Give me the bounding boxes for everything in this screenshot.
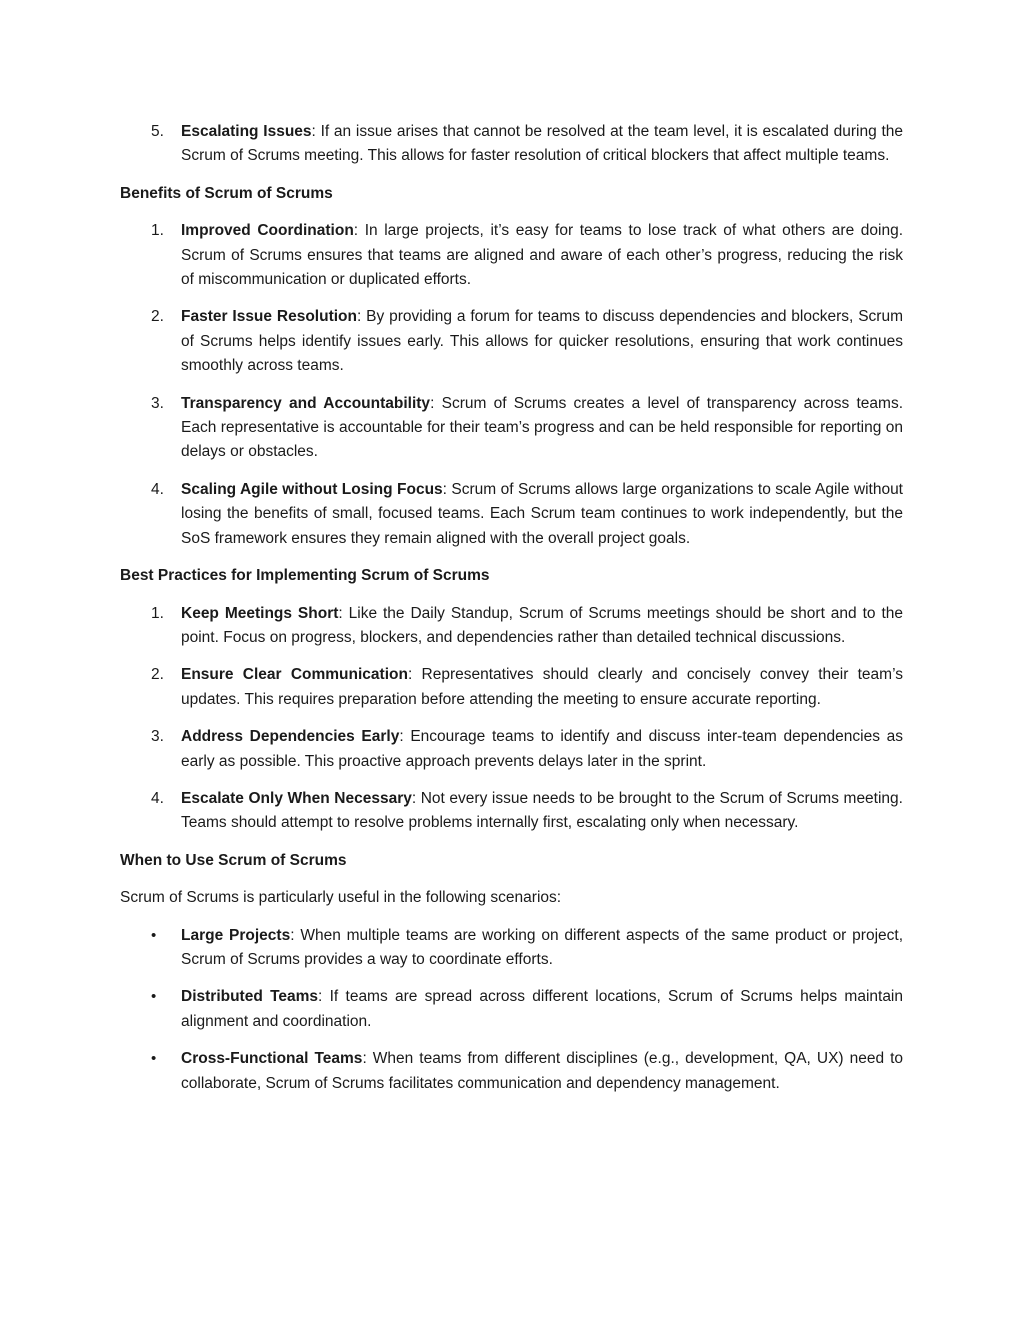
item-term: Escalating Issues bbox=[181, 123, 312, 140]
list-item bbox=[120, 219, 903, 292]
item-text: : Like the Daily Standup, Scrum of Scrums meetings should be short and to the point. Focus on progress, blockers, and dependencies rather than detailed technical discussions. bbox=[181, 604, 903, 646]
item-term: Large Projects bbox=[181, 926, 291, 944]
item-text: : Encourage teams to identify and discuss inter-team dependencies as early as possible. This proactive approach prevents delays later in the sprint. bbox=[181, 728, 904, 770]
list-item bbox=[120, 725, 903, 774]
item-text: : If an issue arises that cannot be resolved at the team level, it is escalated during the Scrum of Scrums meeting. This allows for faster resolution of critical blockers that affect multiple teams. bbox=[181, 123, 903, 165]
item-text: : Scrum of Scrums allows large organizations to scale Agile without losing the benefits of small, focused teams. Each Scrum team continues to work independently, but the SoS framework ensures they remain aligned with the overall project goals. bbox=[181, 480, 903, 547]
scenarios-list bbox=[120, 924, 903, 1096]
item-text: : By providing a forum for teams to discuss dependencies and blockers, Scrum of Scrums helps identify issues early. This allows for quicker resolutions, ensuring that work continues smoothly across teams. bbox=[181, 308, 903, 375]
item-text: : When teams from different disciplines (e.g., development, QA, UX) need to collaborate, Scrum of Scrums facilitates communication and dependency management. bbox=[181, 1050, 904, 1092]
list-item bbox=[120, 1047, 903, 1096]
escalation-list bbox=[120, 120, 903, 169]
list-number: 3. bbox=[151, 394, 164, 412]
list-item bbox=[120, 787, 903, 836]
list-item bbox=[120, 924, 903, 973]
section-heading-when: When to Use Scrum of Scrums bbox=[120, 851, 347, 869]
section-heading-practices: Best Practices for Implementing Scrum of Scrums bbox=[120, 567, 490, 585]
item-text: : In large projects, it’s easy for teams to lose track of what others are doing. Scrum of Scrums ensures that teams are aligned and aware of each other’s progress, reducing the risk of miscommunication or duplicated efforts. bbox=[181, 222, 904, 289]
item-term: Transparency and Accountability bbox=[181, 394, 431, 412]
item-term: Faster Issue Resolution bbox=[181, 308, 357, 326]
item-text: : Representatives should clearly and concisely convey their team’s updates. This requires preparation before attending the meeting to ensure accurate reporting. bbox=[181, 666, 903, 708]
bullet-icon: • bbox=[151, 1050, 157, 1068]
item-term: Keep Meetings Short bbox=[181, 604, 339, 622]
list-number: 4. bbox=[151, 480, 164, 498]
item-term: Address Dependencies Early bbox=[181, 728, 400, 746]
item-term: Scaling Agile without Losing Focus bbox=[181, 480, 443, 498]
intro-paragraph: Scrum of Scrums is particularly useful in the following scenarios: bbox=[120, 889, 562, 907]
item-term: Distributed Teams bbox=[181, 988, 319, 1006]
list-item bbox=[120, 602, 903, 651]
section-heading-benefits: Benefits of Scrum of Scrums bbox=[120, 184, 333, 202]
list-number: 5. bbox=[151, 123, 164, 140]
list-item bbox=[120, 663, 903, 712]
list-item bbox=[120, 985, 903, 1034]
list-number: 4. bbox=[151, 789, 164, 807]
list-number: 1. bbox=[151, 604, 164, 622]
list-item bbox=[120, 392, 903, 465]
item-term: Cross-Functional Teams bbox=[181, 1050, 363, 1068]
item-term: Escalate Only When Necessary bbox=[181, 789, 412, 807]
list-item bbox=[120, 305, 903, 378]
list-number: 1. bbox=[151, 222, 164, 240]
item-text: : If teams are spread across different locations, Scrum of Scrums helps maintain alignment and coordination. bbox=[181, 988, 903, 1030]
list-number: 2. bbox=[151, 666, 164, 684]
list-item bbox=[120, 478, 903, 551]
item-text: : When multiple teams are working on different aspects of the same product or project, Scrum of Scrums provides a way to coordinate efforts. bbox=[181, 926, 903, 968]
item-text: : Not every issue needs to be brought to the Scrum of Scrums meeting. Teams should attempt to resolve problems internally first, escalating only when necessary. bbox=[181, 789, 903, 832]
list-number: 3. bbox=[151, 728, 164, 746]
benefits-list bbox=[120, 219, 903, 551]
document-page bbox=[120, 120, 903, 1109]
bullet-icon: • bbox=[151, 988, 157, 1006]
list-number: 2. bbox=[151, 308, 164, 326]
bullet-icon: • bbox=[151, 926, 157, 944]
practices-list bbox=[120, 602, 903, 836]
list-item bbox=[120, 120, 903, 169]
item-term: Improved Coordination bbox=[181, 222, 354, 240]
item-term: Ensure Clear Communication bbox=[181, 666, 408, 684]
item-text: : Scrum of Scrums creates a level of transparency across teams. Each representative is accountable for their team’s progress and can be held responsible for reporting on delays or obstacles. bbox=[181, 394, 904, 461]
